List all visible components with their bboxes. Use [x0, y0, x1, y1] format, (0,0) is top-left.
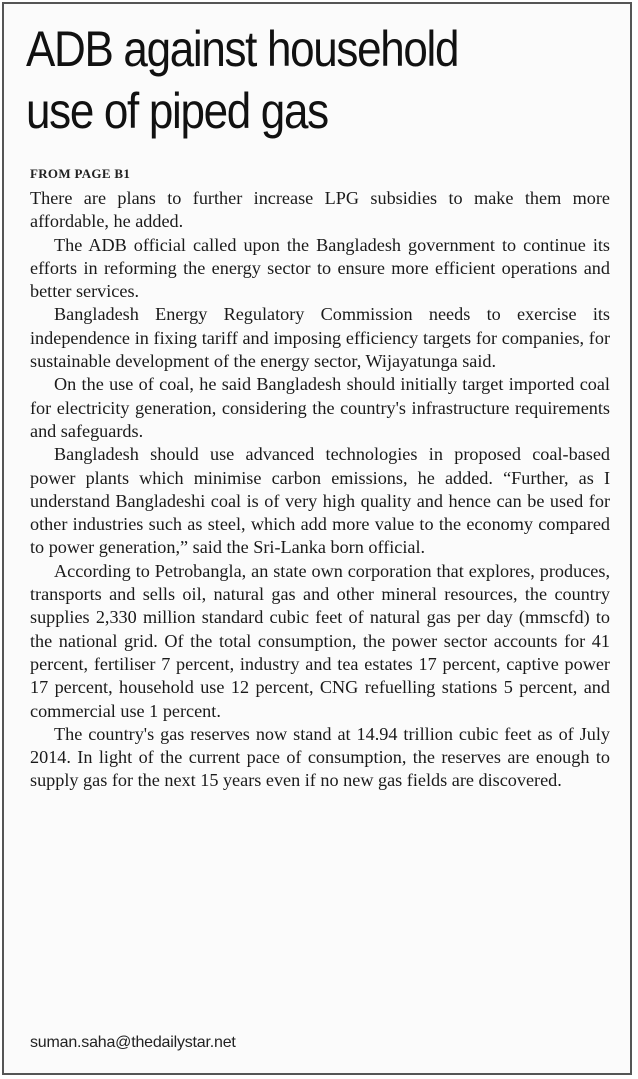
paragraph: Bangladesh should use advanced technologies in proposed coal-based power plants which minimise carbon emissions, he added. “Further, as I understand Bangladeshi coal is of very high quality and hence can be used for other industries such as steel, which add more value to the economy compared to power generation,” said the Sri-Lanka born official. [30, 444, 610, 558]
dateline: FROM PAGE B1 [30, 166, 131, 181]
paragraph: There are plans to further increase LPG subsidies to make them more affordable, he added. [30, 188, 610, 232]
paragraph: Bangladesh Energy Regulatory Commission needs to exercise its independence in fixing tariff and imposing efficiency targets for companies, for sustainable development of the energy sector, Wijayatunga said. [30, 304, 610, 372]
news-clipping [2, 2, 632, 1075]
article-body [30, 187, 610, 793]
paragraph: The ADB official called upon the Bangladesh government to continue its efforts in reforming the energy sector to ensure more efficient operations and better services. [30, 234, 610, 302]
paragraph: The country's gas reserves now stand at 14.94 trillion cubic feet as of July 2014. In light of the current pace of consumption, the reserves are enough to supply gas for the next 15 years even if no new gas fields are discovered. [30, 723, 610, 791]
headline-line-2: use of piped gas [26, 83, 328, 139]
headline-line-1: ADB against household [26, 21, 459, 77]
paragraph: On the use of coal, he said Bangladesh should initially target imported coal for electricity generation, considering the country's infrastructure requirements and safeguards. [30, 374, 610, 441]
headline [26, 18, 545, 142]
author-email: suman.saha@thedailystar.net [30, 1034, 236, 1051]
paragraph: According to Petrobangla, an state own corporation that explores, produces, transports and sells oil, natural gas and other mineral resources, the country supplies 2,330 million standard cubic feet of natural gas per day (mmscfd) to the national grid. Of the total consumption, the power sector accounts for 41 percent, fertiliser 7 percent, industry and tea estates 17 percent, captive power 17 percent, household use 12 percent, CNG refuelling stations 5 percent, and commercial use 1 percent. [30, 560, 610, 721]
